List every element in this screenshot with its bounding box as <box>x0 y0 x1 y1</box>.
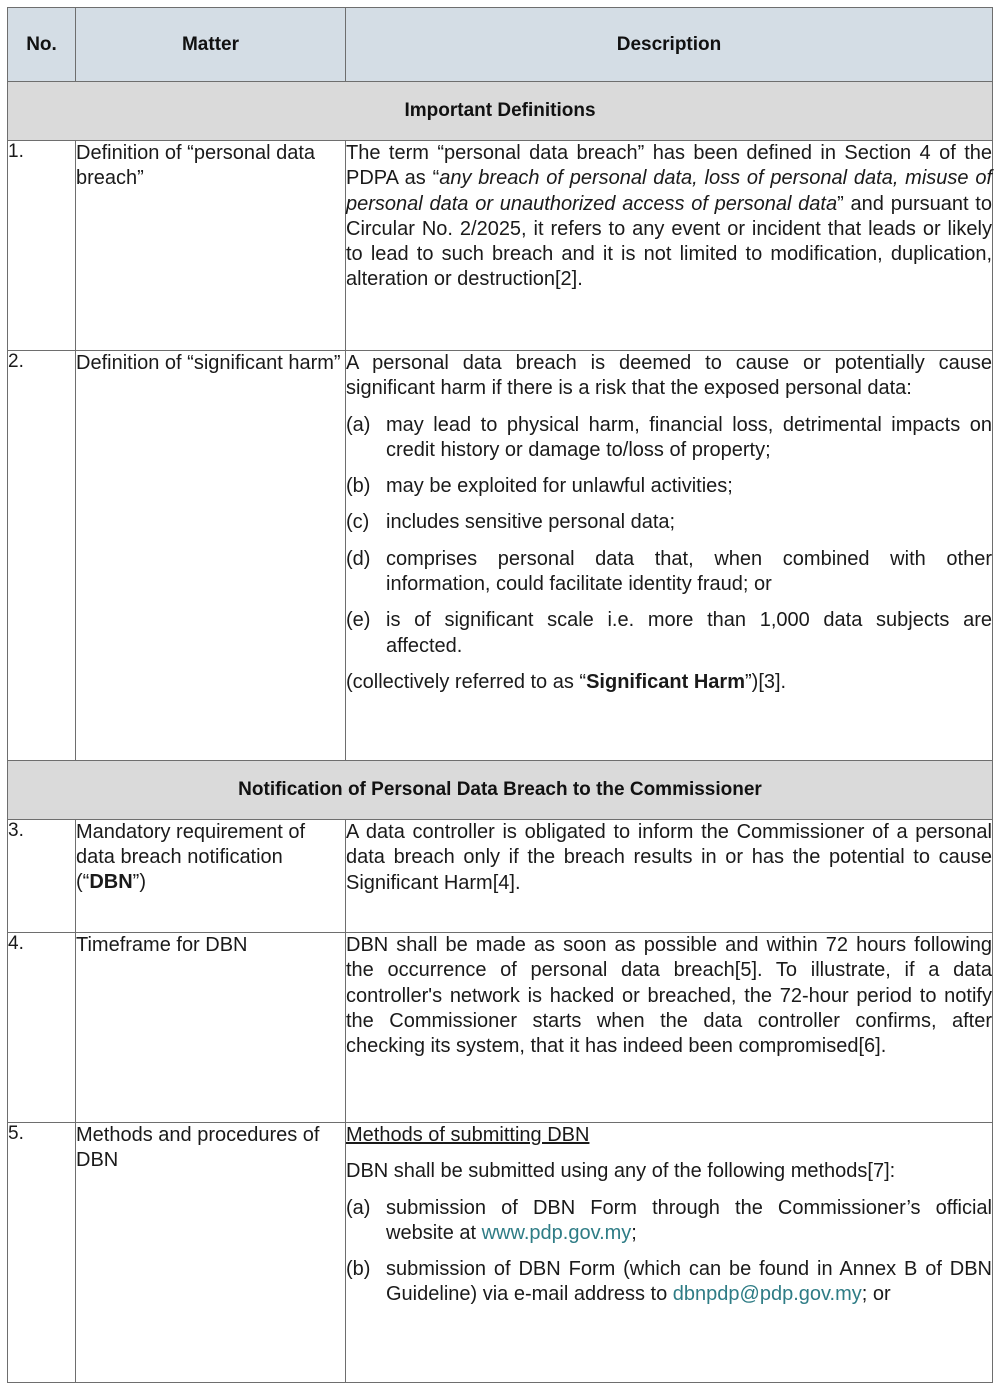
list-item <box>346 474 992 499</box>
header-row <box>8 8 993 82</box>
list-item <box>346 547 992 598</box>
desc-intro: DBN shall be submitted using any of the following methods[7]: <box>346 1160 896 1183</box>
desc-text: ; or <box>861 1283 891 1306</box>
header-no: No. <box>8 8 76 82</box>
desc-text: A data controller is obligated to inform the Commissioner of a personal data breach only if the breach results in or has the potential to cause Significant Harm[4]. <box>346 821 992 894</box>
row-description <box>346 141 993 351</box>
row-matter <box>76 820 346 933</box>
header-matter: Matter <box>76 8 346 82</box>
list-text <box>386 1196 992 1247</box>
section-row-important-definitions <box>8 82 993 141</box>
matter-text: ”) <box>132 871 146 893</box>
list-text <box>386 1257 992 1308</box>
row-matter: Definition of “significant harm” <box>76 351 346 761</box>
row-number: 2. <box>8 351 76 761</box>
desc-text: The term “personal data breach” has been defined in Section 4 of the PDPA as “ <box>346 142 992 190</box>
table-row <box>8 351 993 761</box>
desc-subheading: Methods of submitting DBN <box>346 1124 590 1146</box>
table-row <box>8 141 993 351</box>
row-description <box>346 933 993 1123</box>
desc-text: (collectively referred to as “ <box>346 670 587 693</box>
list-label: (d) <box>346 547 371 570</box>
matter-text: Mandatory requirement of data breach notification (“ <box>76 821 306 893</box>
desc-text: ” and pursuant to Circular No. 2/2025, it refers to any event or incident that leads or likely to lead to such breach and it is not limited to modification, duplication, alteration or destruction[2]. <box>346 192 992 291</box>
row-description <box>346 820 993 933</box>
list-item <box>346 1196 992 1247</box>
desc-text: DBN shall be made as soon as possible and within 72 hours following the occurrence of personal data breach[5]. To illustrate, if a data controller's network is hacked or breached, the 72-hour period to notify the Commissioner starts when the data controller confirms, after checking its system, that it has indeed been compromised[6]. <box>346 934 992 1058</box>
row-description <box>346 1123 993 1383</box>
list-text: comprises personal data that, when combined with other information, could facilitate identity fraud; or <box>386 547 992 596</box>
desc-outro <box>346 670 992 695</box>
list-text: includes sensitive personal data; <box>386 511 676 534</box>
table-row <box>8 933 993 1123</box>
list-label: (e) <box>346 609 371 632</box>
list-label: (c) <box>346 511 370 534</box>
statutory-definition-quote: any breach of personal data, loss of personal data, misuse of personal data or unauthorized access of personal data <box>346 167 992 215</box>
list-item <box>346 608 992 659</box>
desc-text: ; <box>631 1221 637 1244</box>
table-row <box>8 820 993 933</box>
desc-text: submission of DBN Form (which can be found in Annex B of DBN Guideline) via e-mail address to <box>386 1258 992 1306</box>
row-matter: Timeframe for DBN <box>76 933 346 1123</box>
dbn-summary-table <box>7 7 993 1383</box>
desc-intro: A personal data breach is deemed to cause or potentially cause significant harm if there is a risk that the exposed personal data: <box>346 352 992 400</box>
row-matter: Definition of “personal data breach” <box>76 141 346 351</box>
desc-text: submission of DBN Form through the Commissioner’s official website at <box>386 1196 992 1244</box>
header-description: Description <box>346 8 993 82</box>
list-text: may be exploited for unlawful activities; <box>386 475 733 498</box>
list-item <box>346 510 992 535</box>
list-label: (b) <box>346 475 371 498</box>
row-number: 5. <box>8 1123 76 1383</box>
email-link[interactable]: dbnpdp@pdp.gov.my <box>672 1283 862 1306</box>
desc-text: ”)[3]. <box>745 670 787 693</box>
list-item <box>346 1257 992 1308</box>
list-label: (a) <box>346 413 371 436</box>
section-row-notification <box>8 761 993 820</box>
list-item <box>346 413 992 464</box>
row-description <box>346 351 993 761</box>
list-label: (b) <box>346 1258 371 1281</box>
section-title: Notification of Personal Data Breach to the Commissioner <box>8 761 993 820</box>
website-link[interactable]: www.pdp.gov.my <box>481 1221 632 1244</box>
list-text: is of significant scale i.e. more than 1,000 data subjects are affected. <box>386 609 992 657</box>
defined-term: DBN <box>89 871 133 893</box>
defined-term: Significant Harm <box>586 670 745 693</box>
section-title: Important Definitions <box>8 82 993 141</box>
row-number: 4. <box>8 933 76 1123</box>
list-text: may lead to physical harm, financial loss, detrimental impacts on credit history or damage to/loss of property; <box>386 413 992 461</box>
row-number: 3. <box>8 820 76 933</box>
row-number: 1. <box>8 141 76 351</box>
table-row <box>8 1123 993 1383</box>
list-label: (a) <box>346 1196 371 1219</box>
row-matter: Methods and procedures of DBN <box>76 1123 346 1383</box>
